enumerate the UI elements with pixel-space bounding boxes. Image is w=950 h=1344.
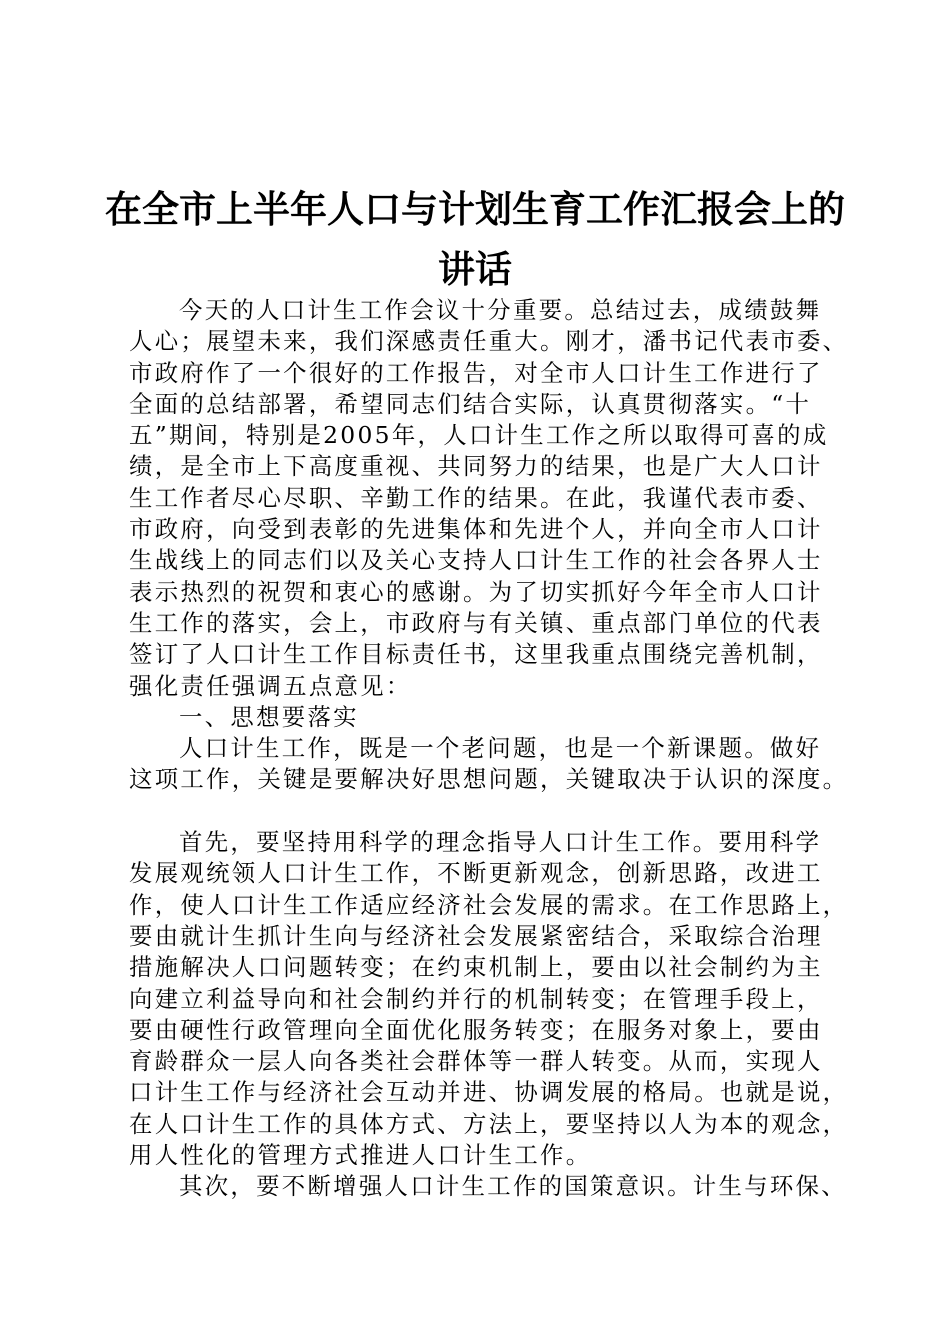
document-title-line-1: 在全市上半年人口与计划生育工作汇报会上的 — [105, 188, 845, 231]
body-line: 生战线上的同志们以及关心支持人口计生工作的社会各界人士 — [129, 546, 823, 575]
body-line: 强化责任强调五点意见： — [129, 671, 412, 700]
body-line: 签订了人口计生工作目标责任书，这里我重点围绕完善机制， — [129, 640, 823, 669]
body-line: 今天的人口计生工作会议十分重要。总结过去，成绩鼓舞 — [179, 296, 822, 324]
body-line: 首先，要坚持用科学的理念指导人口计生工作。要用科学 — [179, 828, 822, 857]
body-line: 口计生工作与经济社会互动并进、协调发展的格局。也就是说， — [129, 1078, 849, 1107]
body-line: 五”期间，特别是2005年，人口计生工作之所以取得可喜的成 — [129, 421, 829, 450]
body-line: 发展观统领人口计生工作，不断更新观念，创新思路，改进工 — [129, 859, 823, 888]
body-line: 全面的总结部署，希望同志们结合实际，认真贯彻落实。“十 — [129, 389, 812, 418]
body-line: 绩，是全市上下高度重视、共同努力的结果，也是广大人口计 — [129, 452, 823, 481]
body-line: 在人口计生工作的具体方式、方法上，要坚持以人为本的观念， — [129, 1109, 849, 1138]
body-line: 育龄群众一层人向各类社会群体等一群人转变。从而，实现人 — [129, 1047, 823, 1076]
body-line: 用人性化的管理方式推进人口计生工作。 — [129, 1141, 592, 1170]
blank-line — [129, 796, 849, 827]
body-line: 生工作的落实，会上，市政府与有关镇、重点部门单位的代表 — [129, 608, 823, 637]
body-line: 市政府，向受到表彰的先进集体和先进个人，并向全市人口计 — [129, 515, 823, 544]
document-body — [129, 295, 849, 1203]
section-heading: 一、思想要落实 — [179, 702, 359, 731]
body-line: 表示热烈的祝贺和衷心的感谢。为了切实抓好今年全市人口计 — [129, 577, 823, 606]
body-line: 要由就计生抓计生向与经济社会发展紧密结合，采取综合治理 — [129, 921, 823, 950]
body-line: 向建立利益导向和社会制约并行的机制转变；在管理手段上， — [129, 984, 823, 1013]
body-line: 生工作者尽心尽职、辛勤工作的结果。在此，我谨代表市委、 — [129, 483, 823, 512]
body-line: 这项工作，关键是要解决好思想问题，关键取决于认识的深度。 — [129, 765, 849, 794]
body-line: 措施解决人口问题转变；在约束机制上，要由以社会制约为主 — [129, 953, 823, 982]
body-line: 市政府作了一个很好的工作报告，对全市人口计生工作进行了 — [129, 358, 823, 387]
body-line: 作，使人口计生工作适应经济社会发展的需求。在工作思路上， — [129, 890, 849, 919]
body-line: 人心；展望未来，我们深感责任重大。刚才，潘书记代表市委、 — [129, 327, 849, 356]
document-title-line-2: 讲话 — [438, 248, 512, 291]
body-line: 其次，要不断增强人口计生工作的国策意识。计生与环保、 — [179, 1172, 847, 1201]
body-line: 要由硬性行政管理向全面优化服务转变；在服务对象上，要由 — [129, 1015, 823, 1044]
body-line: 人口计生工作，既是一个老问题，也是一个新课题。做好 — [179, 734, 822, 763]
